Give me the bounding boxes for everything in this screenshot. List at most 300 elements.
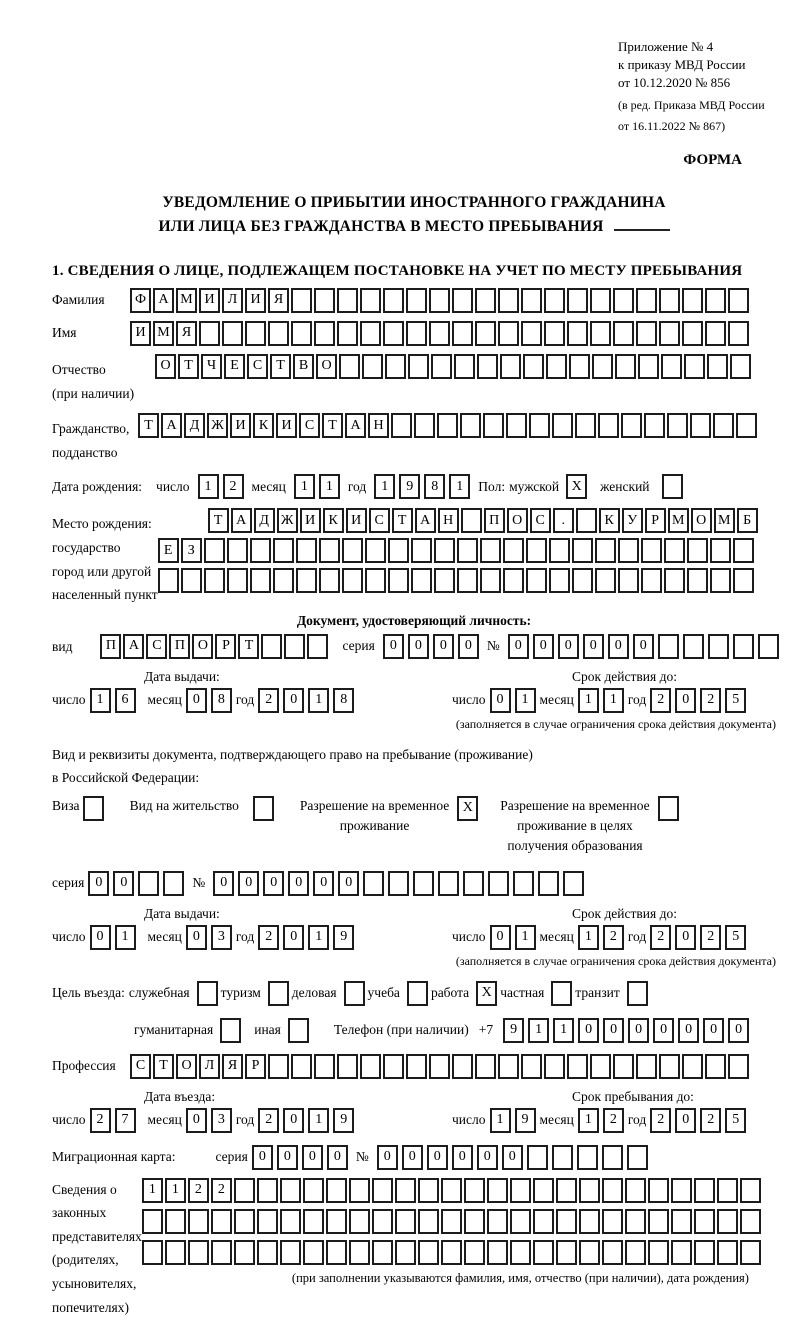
form-cell[interactable] [638, 354, 659, 379]
representatives-row3-cells[interactable] [142, 1240, 761, 1265]
form-cell[interactable]: И [199, 288, 220, 313]
form-cell[interactable] [273, 568, 294, 593]
form-cell[interactable]: 0 [383, 634, 404, 659]
form-cell[interactable] [319, 538, 340, 563]
form-cell[interactable] [683, 634, 704, 659]
form-cell[interactable] [337, 1054, 358, 1079]
form-cell[interactable] [713, 413, 734, 438]
migration-card-series-cells[interactable] [252, 1145, 348, 1170]
form-cell[interactable]: Т [392, 508, 413, 533]
form-cell[interactable] [552, 1145, 573, 1170]
form-cell[interactable] [576, 508, 597, 533]
form-cell[interactable] [463, 871, 484, 896]
form-cell[interactable]: М [176, 288, 197, 313]
form-cell[interactable] [575, 413, 596, 438]
form-cell[interactable]: 0 [338, 871, 359, 896]
residence-valid-day-cells[interactable] [490, 925, 536, 950]
form-cell[interactable] [602, 1145, 623, 1170]
stay-day-cells[interactable] [490, 1108, 536, 1133]
form-cell[interactable]: 0 [277, 1145, 298, 1170]
form-cell[interactable] [664, 568, 685, 593]
form-cell[interactable] [245, 321, 266, 346]
form-cell[interactable]: Р [645, 508, 666, 533]
form-cell[interactable]: 1 [115, 925, 136, 950]
form-cell[interactable] [475, 321, 496, 346]
form-cell[interactable]: 2 [188, 1178, 209, 1203]
form-cell[interactable] [625, 1240, 646, 1265]
residence-permit-checkbox[interactable] [253, 796, 274, 821]
form-cell[interactable] [602, 1240, 623, 1265]
form-cell[interactable]: Я [176, 321, 197, 346]
form-cell[interactable] [659, 1054, 680, 1079]
form-cell[interactable]: 5 [725, 688, 746, 713]
form-cell[interactable]: К [253, 413, 274, 438]
form-cell[interactable] [598, 413, 619, 438]
form-cell[interactable]: 0 [288, 871, 309, 896]
form-cell[interactable] [708, 634, 729, 659]
form-cell[interactable] [337, 288, 358, 313]
form-cell[interactable]: 0 [578, 1018, 599, 1043]
form-cell[interactable] [142, 1240, 163, 1265]
form-cell[interactable] [569, 354, 590, 379]
form-cell[interactable] [682, 321, 703, 346]
form-cell[interactable] [411, 538, 432, 563]
form-cell[interactable]: 0 [490, 688, 511, 713]
form-cell[interactable]: В [293, 354, 314, 379]
form-cell[interactable]: 3 [211, 925, 232, 950]
form-cell[interactable]: 1 [319, 474, 340, 499]
form-cell[interactable]: 0 [313, 871, 334, 896]
stay-month-cells[interactable] [578, 1108, 624, 1133]
form-cell[interactable]: 1 [578, 688, 599, 713]
form-cell[interactable]: П [100, 634, 121, 659]
form-cell[interactable] [710, 568, 731, 593]
form-cell[interactable]: 0 [608, 634, 629, 659]
form-cell[interactable] [488, 871, 509, 896]
form-cell[interactable] [595, 538, 616, 563]
form-cell[interactable] [523, 354, 544, 379]
form-cell[interactable] [480, 538, 501, 563]
form-cell[interactable] [437, 413, 458, 438]
id-valid-day-cells[interactable] [490, 688, 536, 713]
residence-issue-month-cells[interactable] [186, 925, 232, 950]
form-cell[interactable] [590, 1054, 611, 1079]
form-cell[interactable]: 2 [223, 474, 244, 499]
form-cell[interactable]: 2 [700, 1108, 721, 1133]
form-cell[interactable]: Р [245, 1054, 266, 1079]
form-cell[interactable] [383, 321, 404, 346]
form-cell[interactable]: 7 [115, 1108, 136, 1133]
form-cell[interactable]: 1 [308, 1108, 329, 1133]
form-cell[interactable] [360, 288, 381, 313]
form-cell[interactable]: 2 [650, 688, 671, 713]
form-cell[interactable] [234, 1178, 255, 1203]
form-cell[interactable] [572, 568, 593, 593]
id-valid-month-cells[interactable] [578, 688, 624, 713]
form-cell[interactable] [728, 1054, 749, 1079]
form-cell[interactable] [705, 1054, 726, 1079]
form-cell[interactable]: 1 [374, 474, 395, 499]
form-cell[interactable] [648, 1178, 669, 1203]
form-cell[interactable] [165, 1209, 186, 1234]
form-cell[interactable] [590, 288, 611, 313]
form-cell[interactable]: 1 [165, 1178, 186, 1203]
form-cell[interactable] [280, 1240, 301, 1265]
form-cell[interactable] [533, 1240, 554, 1265]
form-cell[interactable] [740, 1209, 761, 1234]
form-cell[interactable] [388, 871, 409, 896]
form-cell[interactable] [671, 1178, 692, 1203]
form-cell[interactable] [441, 1209, 462, 1234]
form-cell[interactable]: 1 [603, 688, 624, 713]
form-cell[interactable] [142, 1209, 163, 1234]
form-cell[interactable]: 9 [515, 1108, 536, 1133]
form-cell[interactable] [211, 1209, 232, 1234]
form-cell[interactable]: 3 [211, 1108, 232, 1133]
form-cell[interactable] [360, 321, 381, 346]
form-cell[interactable] [385, 354, 406, 379]
form-cell[interactable] [406, 288, 427, 313]
residence-valid-year-cells[interactable] [650, 925, 746, 950]
form-cell[interactable]: 1 [515, 925, 536, 950]
form-cell[interactable] [529, 413, 550, 438]
form-cell[interactable] [533, 1209, 554, 1234]
form-cell[interactable]: 0 [252, 1145, 273, 1170]
visa-checkbox[interactable] [83, 796, 104, 821]
form-cell[interactable]: И [245, 288, 266, 313]
form-cell[interactable]: И [300, 508, 321, 533]
form-cell[interactable] [533, 1178, 554, 1203]
form-cell[interactable]: А [153, 288, 174, 313]
form-cell[interactable] [549, 538, 570, 563]
form-cell[interactable] [526, 538, 547, 563]
id-doc-type-cells[interactable] [100, 634, 328, 659]
form-cell[interactable] [694, 1240, 715, 1265]
form-cell[interactable] [487, 1178, 508, 1203]
id-doc-series-cells[interactable] [383, 634, 479, 659]
form-cell[interactable]: И [346, 508, 367, 533]
form-cell[interactable] [303, 1209, 324, 1234]
form-cell[interactable] [590, 321, 611, 346]
form-cell[interactable]: С [299, 413, 320, 438]
form-cell[interactable]: 0 [675, 925, 696, 950]
form-cell[interactable]: 0 [703, 1018, 724, 1043]
form-cell[interactable] [510, 1178, 531, 1203]
form-cell[interactable]: 0 [633, 634, 654, 659]
form-cell[interactable]: 0 [458, 634, 479, 659]
form-cell[interactable] [181, 568, 202, 593]
form-cell[interactable] [268, 321, 289, 346]
form-cell[interactable]: 2 [650, 925, 671, 950]
form-cell[interactable] [613, 1054, 634, 1079]
form-cell[interactable]: Т [138, 413, 159, 438]
purpose-official-checkbox[interactable] [197, 981, 218, 1006]
form-cell[interactable]: Ж [277, 508, 298, 533]
form-cell[interactable] [204, 538, 225, 563]
form-cell[interactable]: Т [270, 354, 291, 379]
form-cell[interactable] [538, 871, 559, 896]
form-cell[interactable] [261, 634, 282, 659]
form-cell[interactable] [349, 1178, 370, 1203]
form-cell[interactable] [454, 354, 475, 379]
purpose-private-checkbox[interactable] [551, 981, 572, 1006]
form-cell[interactable] [625, 1178, 646, 1203]
form-cell[interactable]: О [691, 508, 712, 533]
form-cell[interactable] [733, 538, 754, 563]
form-cell[interactable]: 1 [553, 1018, 574, 1043]
form-cell[interactable] [483, 413, 504, 438]
form-cell[interactable] [395, 1178, 416, 1203]
form-cell[interactable] [636, 288, 657, 313]
form-cell[interactable] [349, 1240, 370, 1265]
entry-year-cells[interactable] [258, 1108, 354, 1133]
form-cell[interactable]: Л [222, 288, 243, 313]
form-cell[interactable] [513, 871, 534, 896]
entry-month-cells[interactable] [186, 1108, 232, 1133]
form-cell[interactable]: 0 [427, 1145, 448, 1170]
form-cell[interactable] [326, 1240, 347, 1265]
form-cell[interactable]: 0 [477, 1145, 498, 1170]
form-cell[interactable] [475, 288, 496, 313]
purpose-work-checkbox[interactable]: X [476, 981, 497, 1006]
form-cell[interactable] [429, 321, 450, 346]
form-cell[interactable]: 9 [399, 474, 420, 499]
form-cell[interactable] [552, 413, 573, 438]
phone-cells[interactable] [503, 1018, 749, 1043]
form-cell[interactable]: 2 [258, 1108, 279, 1133]
form-cell[interactable] [429, 1054, 450, 1079]
form-cell[interactable]: 9 [333, 925, 354, 950]
form-cell[interactable] [526, 568, 547, 593]
form-cell[interactable]: К [599, 508, 620, 533]
form-cell[interactable]: Д [184, 413, 205, 438]
temp-residence-checkbox[interactable]: X [457, 796, 478, 821]
form-cell[interactable]: П [169, 634, 190, 659]
form-cell[interactable] [730, 354, 751, 379]
form-cell[interactable]: 9 [503, 1018, 524, 1043]
form-cell[interactable] [487, 1209, 508, 1234]
form-cell[interactable] [337, 321, 358, 346]
birthplace-row2-cells[interactable] [158, 538, 758, 563]
form-cell[interactable] [222, 321, 243, 346]
purpose-business-checkbox[interactable] [344, 981, 365, 1006]
form-cell[interactable]: 2 [700, 925, 721, 950]
form-cell[interactable]: . [553, 508, 574, 533]
form-cell[interactable] [503, 538, 524, 563]
form-cell[interactable] [464, 1178, 485, 1203]
form-cell[interactable]: 0 [628, 1018, 649, 1043]
form-cell[interactable] [618, 568, 639, 593]
form-cell[interactable] [521, 288, 542, 313]
form-cell[interactable] [500, 354, 521, 379]
form-cell[interactable] [280, 1178, 301, 1203]
purpose-transit-checkbox[interactable] [627, 981, 648, 1006]
form-cell[interactable]: 6 [115, 688, 136, 713]
form-cell[interactable]: 0 [213, 871, 234, 896]
form-cell[interactable]: 0 [675, 688, 696, 713]
form-cell[interactable]: 1 [515, 688, 536, 713]
form-cell[interactable] [477, 354, 498, 379]
form-cell[interactable] [527, 1145, 548, 1170]
residence-issue-year-cells[interactable] [258, 925, 354, 950]
form-cell[interactable] [740, 1178, 761, 1203]
form-cell[interactable]: Т [238, 634, 259, 659]
form-cell[interactable] [362, 354, 383, 379]
form-cell[interactable] [227, 568, 248, 593]
form-cell[interactable]: Т [153, 1054, 174, 1079]
form-cell[interactable]: 0 [678, 1018, 699, 1043]
form-cell[interactable]: 1 [198, 474, 219, 499]
form-cell[interactable]: 0 [186, 688, 207, 713]
form-cell[interactable] [661, 354, 682, 379]
form-cell[interactable] [429, 288, 450, 313]
form-cell[interactable]: П [484, 508, 505, 533]
form-cell[interactable] [188, 1240, 209, 1265]
form-cell[interactable] [503, 568, 524, 593]
form-cell[interactable]: М [153, 321, 174, 346]
form-cell[interactable] [521, 1054, 542, 1079]
form-cell[interactable]: 8 [211, 688, 232, 713]
form-cell[interactable] [572, 538, 593, 563]
form-cell[interactable] [418, 1209, 439, 1234]
form-cell[interactable]: 1 [90, 688, 111, 713]
form-cell[interactable]: И [130, 321, 151, 346]
form-cell[interactable] [360, 1054, 381, 1079]
form-cell[interactable] [618, 538, 639, 563]
stay-year-cells[interactable] [650, 1108, 746, 1133]
residence-issue-day-cells[interactable] [90, 925, 136, 950]
form-cell[interactable] [406, 1054, 427, 1079]
form-cell[interactable] [273, 538, 294, 563]
form-cell[interactable] [211, 1240, 232, 1265]
form-cell[interactable] [395, 1209, 416, 1234]
form-cell[interactable]: 2 [603, 925, 624, 950]
form-cell[interactable] [546, 354, 567, 379]
form-cell[interactable] [549, 568, 570, 593]
form-cell[interactable]: 1 [308, 688, 329, 713]
form-cell[interactable] [452, 1054, 473, 1079]
form-cell[interactable] [339, 354, 360, 379]
form-cell[interactable]: Т [178, 354, 199, 379]
form-cell[interactable] [158, 568, 179, 593]
form-cell[interactable] [441, 1178, 462, 1203]
form-cell[interactable] [577, 1145, 598, 1170]
form-cell[interactable]: 5 [725, 1108, 746, 1133]
form-cell[interactable] [303, 1240, 324, 1265]
form-cell[interactable] [227, 538, 248, 563]
form-cell[interactable]: О [155, 354, 176, 379]
form-cell[interactable] [464, 1240, 485, 1265]
entry-day-cells[interactable] [90, 1108, 136, 1133]
form-cell[interactable] [705, 288, 726, 313]
form-cell[interactable]: С [369, 508, 390, 533]
form-cell[interactable]: 0 [186, 1108, 207, 1133]
form-cell[interactable] [544, 288, 565, 313]
form-cell[interactable]: Ж [207, 413, 228, 438]
form-cell[interactable] [349, 1209, 370, 1234]
form-cell[interactable]: Н [368, 413, 389, 438]
form-cell[interactable] [694, 1178, 715, 1203]
form-cell[interactable] [257, 1178, 278, 1203]
form-cell[interactable] [684, 354, 705, 379]
form-cell[interactable] [694, 1209, 715, 1234]
birth-day-cells[interactable] [198, 474, 244, 499]
form-cell[interactable] [418, 1240, 439, 1265]
form-cell[interactable]: З [181, 538, 202, 563]
form-cell[interactable] [625, 1209, 646, 1234]
migration-card-number-cells[interactable] [377, 1145, 648, 1170]
form-cell[interactable] [307, 634, 328, 659]
form-cell[interactable] [613, 321, 634, 346]
form-cell[interactable] [408, 354, 429, 379]
form-cell[interactable]: Я [268, 288, 289, 313]
form-cell[interactable] [365, 568, 386, 593]
purpose-study-checkbox[interactable] [407, 981, 428, 1006]
form-cell[interactable] [138, 871, 159, 896]
form-cell[interactable] [707, 354, 728, 379]
form-cell[interactable] [457, 568, 478, 593]
id-issue-day-cells[interactable] [90, 688, 136, 713]
form-cell[interactable]: О [176, 1054, 197, 1079]
form-cell[interactable]: 0 [603, 1018, 624, 1043]
form-cell[interactable] [431, 354, 452, 379]
form-cell[interactable] [418, 1178, 439, 1203]
form-cell[interactable] [487, 1240, 508, 1265]
form-cell[interactable] [395, 1240, 416, 1265]
form-cell[interactable] [452, 321, 473, 346]
form-cell[interactable]: 0 [88, 871, 109, 896]
form-cell[interactable] [641, 538, 662, 563]
profession-cells[interactable] [130, 1054, 749, 1079]
form-cell[interactable]: М [668, 508, 689, 533]
id-doc-number-cells[interactable] [508, 634, 779, 659]
form-cell[interactable] [733, 568, 754, 593]
form-cell[interactable]: Б [737, 508, 758, 533]
id-issue-year-cells[interactable] [258, 688, 354, 713]
form-cell[interactable]: И [276, 413, 297, 438]
form-cell[interactable]: К [323, 508, 344, 533]
residence-number-cells[interactable] [213, 871, 584, 896]
form-cell[interactable] [464, 1209, 485, 1234]
form-cell[interactable]: 2 [650, 1108, 671, 1133]
form-cell[interactable] [250, 568, 271, 593]
form-cell[interactable] [284, 634, 305, 659]
form-cell[interactable] [434, 568, 455, 593]
form-cell[interactable] [567, 288, 588, 313]
birthplace-row3-cells[interactable] [158, 568, 758, 593]
purpose-other-checkbox[interactable] [288, 1018, 309, 1043]
form-cell[interactable]: 0 [302, 1145, 323, 1170]
form-cell[interactable] [682, 1054, 703, 1079]
form-cell[interactable] [563, 871, 584, 896]
form-cell[interactable] [452, 288, 473, 313]
form-cell[interactable] [506, 413, 527, 438]
form-cell[interactable] [544, 321, 565, 346]
firstname-cells[interactable] [130, 321, 749, 346]
form-cell[interactable] [411, 568, 432, 593]
form-cell[interactable] [687, 538, 708, 563]
form-cell[interactable] [314, 288, 335, 313]
form-cell[interactable]: 2 [211, 1178, 232, 1203]
form-cell[interactable]: Р [215, 634, 236, 659]
form-cell[interactable]: 0 [238, 871, 259, 896]
form-cell[interactable] [296, 568, 317, 593]
form-cell[interactable] [556, 1178, 577, 1203]
form-cell[interactable]: 0 [283, 925, 304, 950]
form-cell[interactable]: 1 [578, 925, 599, 950]
form-cell[interactable] [498, 321, 519, 346]
form-cell[interactable] [257, 1240, 278, 1265]
